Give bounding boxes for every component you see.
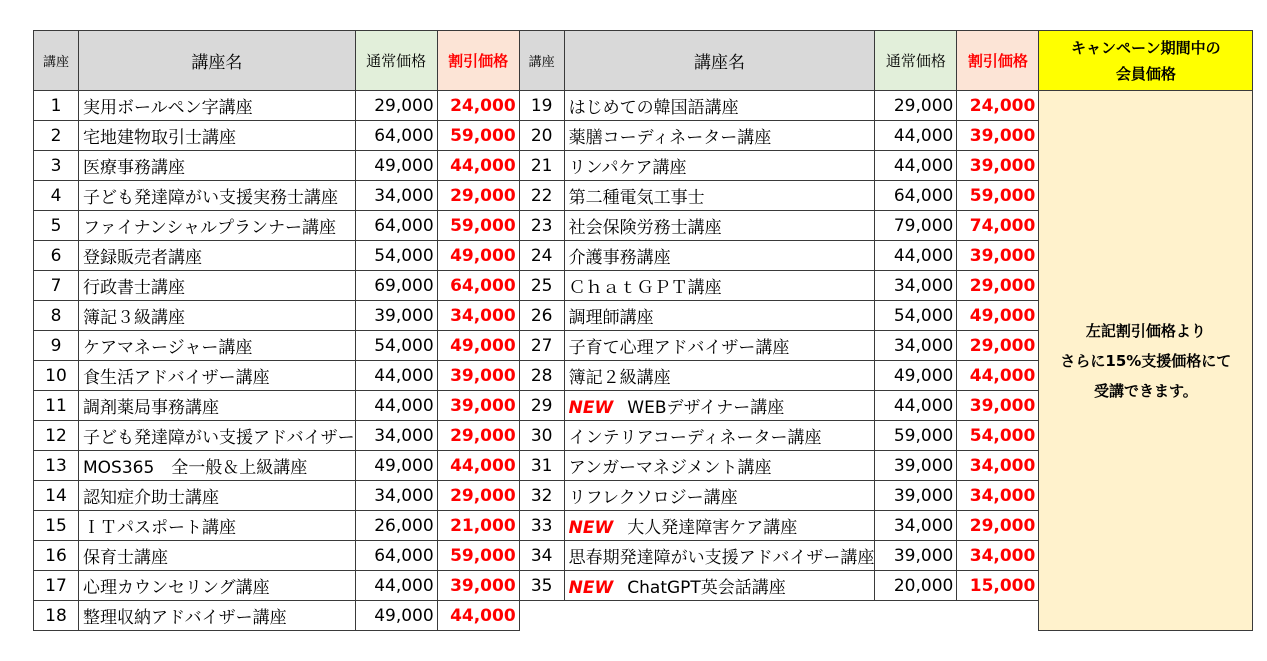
regular-price: 49,000 [355,601,437,631]
course-number: 10 [34,361,79,391]
regular-price: 44,000 [875,151,957,181]
regular-price: 54,000 [355,241,437,271]
course-name: 子ども発達障がい支援アドバイザー [79,421,356,451]
course-name: 登録販売者講座 [79,241,356,271]
course-name-text: ＣｈａｔＧＰＴ講座 [568,278,722,298]
regular-price: 49,000 [355,451,437,481]
header-no-left: 講座 [34,31,79,91]
discount-price: 64,000 [437,271,519,301]
regular-price: 49,000 [355,151,437,181]
course-name [564,121,875,151]
course-name [564,511,875,541]
course-name [564,541,875,571]
discount-price: 44,000 [437,151,519,181]
course-name: 調剤薬局事務講座 [79,391,356,421]
course-number: 21 [519,151,564,181]
course-number: 33 [519,511,564,541]
discount-price: 24,000 [957,91,1039,121]
header-discount-right: 割引価格 [957,31,1039,91]
course-name-text: アンガーマネジメント講座 [568,458,772,478]
course-number: 15 [34,511,79,541]
course-name: MOS365 全一般＆上級講座 [79,451,356,481]
course-name: 簿記３級講座 [79,301,356,331]
discount-price: 39,000 [957,391,1039,421]
header-member-line1: キャンペーン期間中の [1070,38,1221,57]
discount-price: 49,000 [957,301,1039,331]
regular-price: 44,000 [355,361,437,391]
empty-cell [519,601,1039,631]
course-name-text: 調理師講座 [568,308,654,328]
regular-price: 44,000 [355,391,437,421]
course-name [564,331,875,361]
header-member-price [1039,31,1253,91]
course-number: 18 [34,601,79,631]
course-number: 4 [34,181,79,211]
regular-price: 54,000 [875,301,957,331]
discount-price: 49,000 [437,241,519,271]
discount-price: 44,000 [437,601,519,631]
course-name-text: 第二種電気工事士 [568,188,705,208]
course-number: 23 [519,211,564,241]
course-name-text: はじめての韓国語講座 [568,98,739,118]
course-number: 12 [34,421,79,451]
course-name-text: 社会保険労務士講座 [568,218,722,238]
course-number: 28 [519,361,564,391]
course-number: 25 [519,271,564,301]
header-discount-left: 割引価格 [437,31,519,91]
header-row [34,31,1253,91]
discount-price: 39,000 [957,241,1039,271]
member-note-line3: 受講できます。 [1093,381,1198,400]
discount-price: 24,000 [437,91,519,121]
regular-price: 49,000 [875,361,957,391]
discount-price: 34,000 [437,301,519,331]
regular-price: 29,000 [875,91,957,121]
course-name-text: 簿記２級講座 [568,368,671,388]
course-name [564,211,875,241]
header-name-right: 講座名 [564,31,875,91]
regular-price: 64,000 [355,211,437,241]
course-name: 行政書士講座 [79,271,356,301]
course-name: 医療事務講座 [79,151,356,181]
course-name [564,391,875,421]
regular-price: 79,000 [875,211,957,241]
new-badge: NEW [568,398,614,418]
course-name [564,301,875,331]
course-name-text: リフレクソロジー講座 [568,488,738,508]
regular-price: 26,000 [355,511,437,541]
discount-price: 54,000 [957,421,1039,451]
course-number: 5 [34,211,79,241]
course-rows [34,91,1253,631]
regular-price: 34,000 [355,481,437,511]
discount-price: 44,000 [957,361,1039,391]
table-row [34,91,1253,121]
course-number: 16 [34,541,79,571]
discount-price: 39,000 [957,121,1039,151]
course-name-text: 介護事務講座 [568,248,671,268]
course-name [564,481,875,511]
regular-price: 34,000 [355,181,437,211]
member-note-line1: 左記割引価格より [1085,321,1206,340]
course-number: 11 [34,391,79,421]
discount-price: 15,000 [957,571,1039,601]
course-name [564,451,875,481]
regular-price: 39,000 [875,541,957,571]
header-name-left: 講座名 [79,31,356,91]
regular-price: 69,000 [355,271,437,301]
course-number: 2 [34,121,79,151]
course-number: 6 [34,241,79,271]
course-number: 24 [519,241,564,271]
discount-price: 29,000 [957,331,1039,361]
course-name: 整理収納アドバイザー講座 [79,601,356,631]
discount-price: 34,000 [957,541,1039,571]
course-price-table [33,30,1253,631]
regular-price: 59,000 [875,421,957,451]
regular-price: 44,000 [875,391,957,421]
course-name [564,421,875,451]
regular-price: 44,000 [875,121,957,151]
course-number: 7 [34,271,79,301]
discount-price: 21,000 [437,511,519,541]
regular-price: 39,000 [355,301,437,331]
discount-price: 29,000 [957,271,1039,301]
member-price-note [1039,91,1253,631]
course-name: ＩＴパスポート講座 [79,511,356,541]
discount-price: 44,000 [437,451,519,481]
discount-price: 29,000 [437,481,519,511]
course-name [564,151,875,181]
course-number: 19 [519,91,564,121]
discount-price: 74,000 [957,211,1039,241]
course-number: 9 [34,331,79,361]
discount-price: 39,000 [437,571,519,601]
course-name-text: ChatGPT英会話講座 [627,578,786,598]
course-name-text: リンパケア講座 [568,158,687,178]
discount-price: 59,000 [957,181,1039,211]
course-name-text: 大人発達障害ケア講座 [627,518,798,538]
course-name: 子ども発達障がい支援実務士講座 [79,181,356,211]
new-badge: NEW [568,518,614,538]
course-name: 食生活アドバイザー講座 [79,361,356,391]
course-name-text: 薬膳コーディネーター講座 [568,128,772,148]
course-name-text: インテリアコーディネーター講座 [568,428,822,448]
course-name: 保育士講座 [79,541,356,571]
regular-price: 44,000 [355,571,437,601]
discount-price: 39,000 [957,151,1039,181]
regular-price: 29,000 [355,91,437,121]
discount-price: 29,000 [437,421,519,451]
regular-price: 34,000 [355,421,437,451]
course-number: 34 [519,541,564,571]
course-name: ファイナンシャルプランナー講座 [79,211,356,241]
discount-price: 59,000 [437,121,519,151]
regular-price: 64,000 [355,121,437,151]
header-member-line2: 会員価格 [1115,64,1176,83]
course-number: 26 [519,301,564,331]
member-note-line2: さらに15%支援価格にて [1060,351,1232,370]
regular-price: 34,000 [875,271,957,301]
course-name: 実用ボールペン字講座 [79,91,356,121]
course-name [564,181,875,211]
course-name-text: 思春期発達障がい支援アドバイザー講座 [568,548,875,568]
regular-price: 64,000 [355,541,437,571]
discount-price: 34,000 [957,451,1039,481]
regular-price: 54,000 [355,331,437,361]
course-number: 27 [519,331,564,361]
course-name [564,271,875,301]
discount-price: 49,000 [437,331,519,361]
discount-price: 29,000 [437,181,519,211]
course-number: 8 [34,301,79,331]
course-number: 30 [519,421,564,451]
course-number: 20 [519,121,564,151]
course-name: ケアマネージャー講座 [79,331,356,361]
regular-price: 39,000 [875,451,957,481]
course-name: 宅地建物取引士講座 [79,121,356,151]
course-name: 認知症介助士講座 [79,481,356,511]
discount-price: 29,000 [957,511,1039,541]
course-name [564,241,875,271]
discount-price: 59,000 [437,541,519,571]
course-number: 13 [34,451,79,481]
course-number: 3 [34,151,79,181]
header-no-right: 講座 [519,31,564,91]
course-number: 29 [519,391,564,421]
course-name [564,91,875,121]
course-name: 心理カウンセリング講座 [79,571,356,601]
course-number: 1 [34,91,79,121]
course-number: 14 [34,481,79,511]
new-badge: NEW [568,578,614,598]
regular-price: 39,000 [875,481,957,511]
header-regular-left: 通常価格 [355,31,437,91]
regular-price: 44,000 [875,241,957,271]
course-number: 17 [34,571,79,601]
regular-price: 20,000 [875,571,957,601]
course-name-text: WEBデザイナー講座 [627,398,785,418]
course-name-text: 子育て心理アドバイザー講座 [568,338,790,358]
course-number: 35 [519,571,564,601]
discount-price: 39,000 [437,361,519,391]
header-regular-right: 通常価格 [875,31,957,91]
regular-price: 64,000 [875,181,957,211]
course-number: 31 [519,451,564,481]
course-number: 32 [519,481,564,511]
discount-price: 59,000 [437,211,519,241]
regular-price: 34,000 [875,331,957,361]
regular-price: 34,000 [875,511,957,541]
course-name [564,571,875,601]
course-number: 22 [519,181,564,211]
discount-price: 34,000 [957,481,1039,511]
discount-price: 39,000 [437,391,519,421]
course-name [564,361,875,391]
